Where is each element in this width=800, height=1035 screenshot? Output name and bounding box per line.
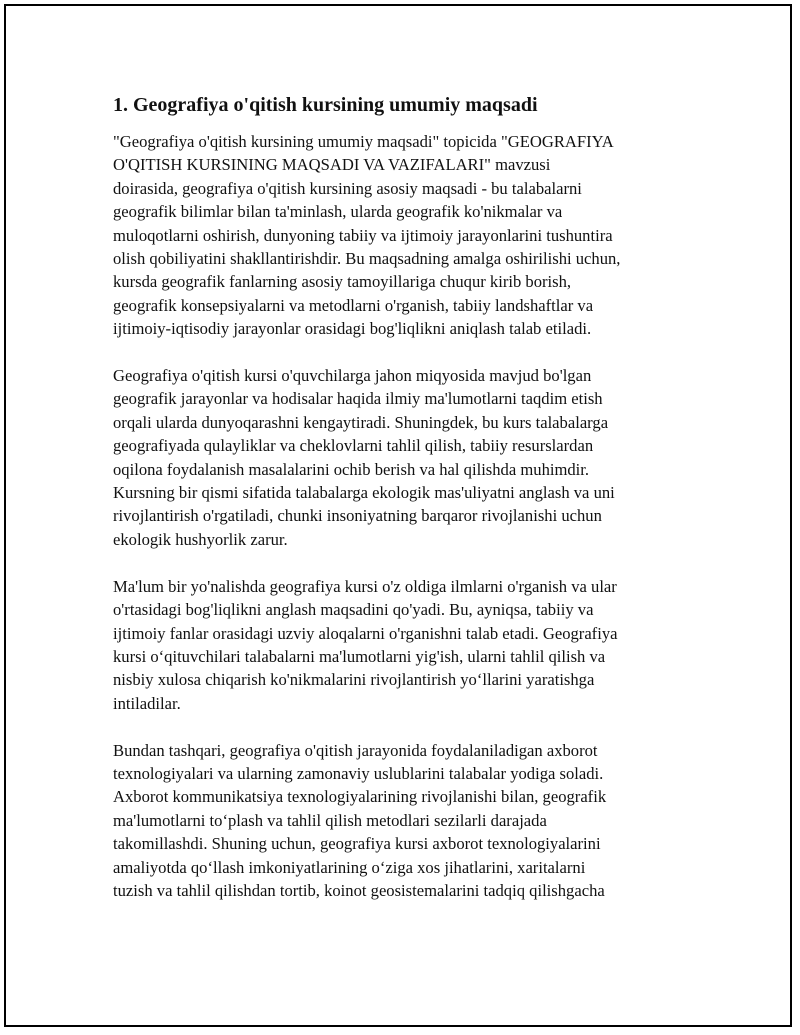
text-line: rivojlantirish o'rgatiladi, chunki insoniyatning barqaror rivojlanishi uchun (113, 506, 602, 526)
text-line: doirasida, geografiya o'qitish kursining asosiy maqsadi - bu talabalarni (113, 178, 582, 198)
document-body (113, 92, 693, 926)
text-line: orqali ularda dunyoqarashni kengaytiradi. Shuningdek, bu kurs talabalarga (113, 412, 609, 432)
text-line: ekologik hushyorlik zarur. (113, 529, 288, 549)
text-line: geografik jarayonlar va hodisalar haqida ilmiy ma'lumotlarni taqdim etish (113, 389, 603, 409)
text-line: Bundan tashqari, geografiya o'qitish jarayonida foydalaniladigan axborot (113, 740, 598, 760)
text-line: kursi o‘qituvchilari talabalarni ma'lumotlarni yig'ish, ularni tahlil qilish va (113, 646, 606, 666)
text-line: intiladilar. (113, 693, 181, 713)
text-line: ma'lumotlarni to‘plash va tahlil qilish metodlari sezilarli darajada (113, 810, 547, 830)
text-line: amaliyotda qo‘llash imkoniyatlarining o‘ziga xos jihatlarini, xaritalarni (113, 857, 586, 877)
text-line: oqilona foydalanish masalalarini ochib berish va hal qilishda muhimdir. (113, 459, 590, 479)
text-line: Ma'lum bir yo'nalishda geografiya kursi o'z oldiga ilmlarni o'rganish va ular (113, 576, 617, 596)
text-line: texnologiyalari va ularning zamonaviy uslublarini talabalar yodiga soladi. (113, 763, 604, 783)
text-line: o'rtasidagi bog'liqlikni anglash maqsadini qo'yadi. Bu, ayniqsa, tabiiy va (113, 600, 594, 620)
text-line: geografiyada qulayliklar va cheklovlarni tahlil qilish, tabiiy resurslardan (113, 436, 594, 456)
text-line: Geografiya o'qitish kursi o'quvchilarga jahon miqyosida mavjud bo'lgan (113, 366, 592, 386)
text-line: takomillashdi. Shuning uchun, geografiya kursi axborot texnologiyalarini (113, 834, 601, 854)
text-line: nisbiy xulosa chiqarish ko'nikmalarini rivojlantirish yo‘llarini yaratishga (113, 670, 595, 690)
paragraph-4 (113, 739, 693, 903)
paragraph-1 (113, 130, 693, 341)
text-line: kursda geografik fanlarning asosiy tamoyillariga chuqur kirib borish, (113, 272, 572, 292)
text-line: olish qobiliyatini shakllantirishdir. Bu maqsadning amalga oshirilishi uchun, (113, 249, 621, 269)
text-line: Kursning bir qismi sifatida talabalarga ekologik mas'uliyatni anglash va uni (113, 483, 615, 503)
text-line: O'QITISH KURSINING MAQSADI VA VAZIFALARI" mavzusi (113, 155, 551, 175)
text-line: Axborot kommunikatsiya texnologiyalarining rivojlanishi bilan, geografik (113, 787, 607, 807)
text-line: geografik konsepsiyalarni va metodlarni o'rganish, tabiiy landshaftlar va (113, 295, 594, 315)
text-line: ijtimoiy-iqtisodiy jarayonlar orasidagi bog'liqlikni aniqlash talab etiladi. (113, 319, 592, 339)
text-line: geografik bilimlar bilan ta'minlash, ularda geografik ko'nikmalar va (113, 202, 563, 222)
section-heading: 1. Geografiya o'qitish kursining umumiy maqsadi (113, 94, 538, 116)
text-line: ijtimoiy fanlar orasidagi uzviy aloqalarni o'rganishni talab etadi. Geografiya (113, 623, 618, 643)
text-line: muloqotlarni oshirish, dunyoning tabiiy va ijtimoiy jarayonlarini tushuntira (113, 225, 613, 245)
text-line: "Geografiya o'qitish kursining umumiy maqsadi" topicida "GEOGRAFIYA (113, 132, 614, 151)
paragraph-2 (113, 364, 693, 551)
text-line: tuzish va tahlil qilishdan tortib, koinot geosistemalarini tadqiq qilishgacha (113, 880, 605, 900)
paragraph-3 (113, 575, 693, 715)
